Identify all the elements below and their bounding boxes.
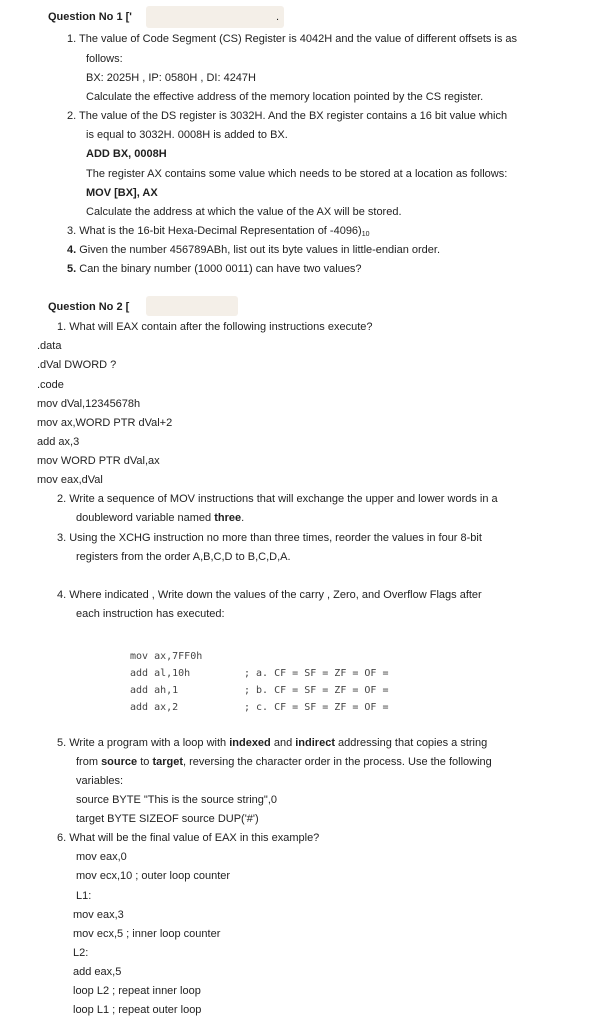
code-line: mov eax,dVal [37, 474, 103, 486]
q1-item-2: 2. The value of the DS register is 3032H. And the BX register contains a 16 bit value which [67, 110, 508, 122]
q2-item-1: 1. What will EAX contain after the following instructions execute? [57, 321, 373, 333]
q2-item-4: 4. Where indicated , Write down the values of the carry , Zero, and Overflow Flags after [57, 589, 482, 601]
code-line: .code [37, 379, 64, 391]
asm-line: mov ax,7FF0h [130, 651, 203, 662]
q1-item-3: 3. What is the 16-bit Hexa-Decimal Representation of $-4096)_{10}$ [67, 225, 370, 238]
q1-item-2-task: Calculate the address at which the value of the AX will be stored. [86, 206, 402, 218]
asm-line: add ah,1 [130, 685, 179, 696]
q2-item-4-cont: each instruction has executed: [76, 608, 225, 620]
asm-flags-b: ; b. CF = SF = ZF = OF = [244, 685, 389, 696]
q1-offsets: BX: 2025H , IP: 0580H , DI: 4247H [86, 72, 256, 84]
loop-code-line: mov eax,0 [76, 851, 127, 863]
q2-item-3: 3. Using the XCHG instruction no more than three times, reorder the values in four 8-bit [57, 532, 482, 544]
q2-target-decl: target BYTE SIZEOF source DUP('#') [76, 813, 259, 825]
q1-item-1-task: Calculate the effective address of the memory location pointed by the CS register. [86, 91, 484, 103]
q1-item-2-desc: The register AX contains some value which needs to be stored at a location as follows: [86, 168, 508, 180]
q2-heading: Question No 2 [ [48, 301, 130, 313]
code-line: .dVal DWORD ? [37, 359, 117, 371]
q1-item-1: 1. The value of Code Segment (CS) Register is 4042H and the value of different offsets is as [67, 33, 518, 45]
q2-item-2-cont: doubleword variable named three. [76, 512, 245, 524]
asm-flags-c: ; c. CF = SF = ZF = OF = [244, 702, 389, 713]
q1-item-2-cont: is equal to 3032H. 0008H is added to BX. [86, 129, 288, 141]
code-line: .data [37, 340, 62, 352]
loop-code-line: L1: [76, 890, 92, 902]
q1-item-1-cont: follows: [86, 53, 123, 65]
loop-code-line: mov ecx,10 ; outer loop counter [76, 870, 231, 882]
q2-item-5-cont: from source to target, reversing the character order in the process. Use the following [76, 756, 492, 768]
loop-code-line: L2: [73, 947, 89, 959]
q1-heading-dot: . [276, 11, 280, 23]
q1-item-5: 5. Can the binary number (1000 0011) can have two values? [67, 263, 362, 275]
asm-line: add al,10h [130, 668, 191, 679]
loop-code-line: mov eax,3 [73, 909, 124, 921]
code-line: mov WORD PTR dVal,ax [37, 455, 160, 467]
redaction-block [146, 296, 238, 316]
loop-code-line: loop L1 ; repeat outer loop [73, 1004, 202, 1016]
code-line: add ax,3 [37, 436, 80, 448]
loop-code-line: mov ecx,5 ; inner loop counter [73, 928, 221, 940]
q1-heading: Question No 1 [' [48, 11, 132, 23]
q2-item-5: 5. Write a program with a loop with indexed and indirect addressing that copies a string [57, 737, 488, 749]
q1-mov-instruction: MOV [BX], AX [86, 187, 158, 199]
q1-item-4: 4. Given the number 456789ABh, list out its byte values in little-endian order. [67, 244, 441, 256]
loop-code-line: loop L2 ; repeat inner loop [73, 985, 201, 997]
asm-flags-a: ; a. CF = SF = ZF = OF = [244, 668, 389, 679]
q2-item-2: 2. Write a sequence of MOV instructions that will exchange the upper and lower words in a [57, 493, 498, 505]
q1-add-instruction: ADD BX, 0008H [86, 148, 167, 160]
q2-source-decl: source BYTE "This is the source string",0 [76, 794, 277, 806]
q2-item-5-vars: variables: [76, 775, 124, 787]
q2-item-3-cont: registers from the order A,B,C,D to B,C,D,A. [76, 551, 291, 563]
code-line: mov dVal,12345678h [37, 398, 141, 410]
q2-item-6: 6. What will be the final value of EAX in this example? [57, 832, 320, 844]
code-line: mov ax,WORD PTR dVal+2 [37, 417, 173, 429]
redaction-block [146, 6, 284, 28]
loop-code-line: add eax,5 [73, 966, 122, 978]
asm-line: add ax,2 [130, 702, 179, 713]
